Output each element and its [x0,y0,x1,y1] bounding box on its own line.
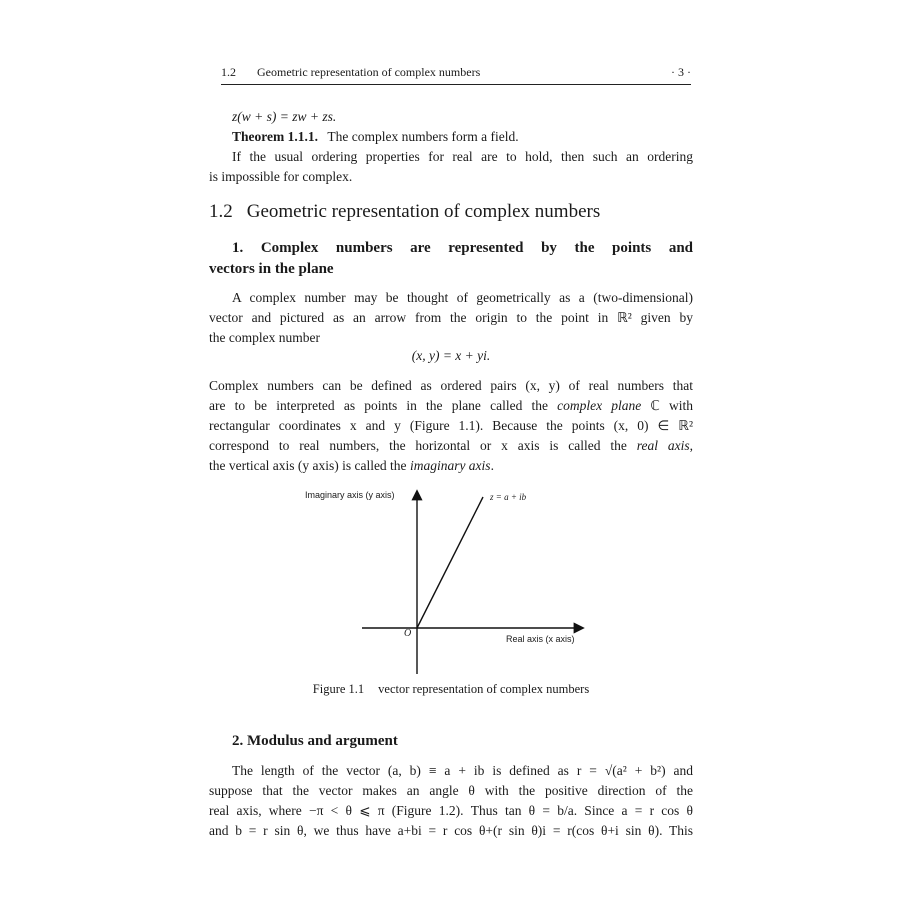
para-2-line-5-b: . [490,458,494,473]
imaginary-axis-label: Imaginary axis (y axis) [305,490,395,500]
para-2-line-2-a: are to be interpreted as points in the plane called the [209,398,558,413]
para-2-line-1: Complex numbers can be defined as ordered pairs (x, y) of real numbers that [209,378,693,393]
ordering-line-2: is impossible for complex. [209,169,353,184]
section-number: 1.2 [209,201,233,222]
subsection-2-title: 2. Modulus and argument [232,733,398,749]
origin-label: O [404,628,412,639]
para-1-line-1: A complex number may be thought of geometrically as a (two-dimensional) [232,290,693,305]
para-2-line-4 [209,436,693,456]
theorem-line [232,127,716,147]
real-axis-label: Real axis (x axis) [506,634,575,644]
subsection-1-line-1: 1. Complex numbers are represented by the points and [232,240,693,256]
point-label: z = a + ib [490,492,527,502]
para-2-line-4-a: correspond to real numbers, the horizontal or x axis is called the [209,438,637,453]
theorem-label: Theorem 1.1.1. [232,129,318,144]
figure-caption-text: vector representation of complex numbers [378,682,590,696]
para-1-line-3: the complex number [209,330,320,345]
para-2-line-2-b: ℂ with [641,398,694,413]
complex-number-equation: (x, y) = x + yi. [411,348,491,363]
subsection-1-line-2: vectors in the plane [209,261,334,277]
para-2-line-5-a: the vertical axis (y axis) is called the [209,458,410,473]
para-3-line-3: real axis, where −π < θ ⩽ π (Figure 1.2). Thus tan θ = b/a. Since a = r cos θ [209,803,693,818]
theorem-text: The complex numbers form a field. [327,129,519,144]
figure-caption-number: Figure 1.1 [312,682,365,696]
para-2-line-5 [209,456,693,476]
header-section-number: 1.2 [221,65,236,79]
header-title: Geometric representation of complex numbers [257,65,481,79]
para-1-line-2: vector and pictured as an arrow from the origin to the point in ℝ² given by [209,310,693,325]
figure-caption [209,682,693,697]
para-3-line-1: The length of the vector (a, b) ≡ a + ib is defined as r = √(a² + b²) and [232,763,693,778]
vector-line [417,497,483,628]
figure-vector-representation [300,484,600,680]
para-3-line-2: suppose that the vector makes an angle θ with the positive direction of the [209,783,693,798]
distributive-equation: z(w + s) = zw + zs. [232,109,337,124]
imaginary-axis-term: imaginary axis [409,458,491,473]
real-axis-term: real axis [636,438,690,453]
section-heading [209,201,600,223]
para-2-line-2 [209,396,693,416]
complex-plane-term: complex plane [557,398,642,413]
para-2-line-4-b: , [689,438,693,453]
ordering-line-1: If the usual ordering properties for real are to hold, then such an ordering [232,149,693,164]
para-2-line-3: rectangular coordinates x and y (Figure 1.1). Because the points (x, 0) ∈ ℝ² [209,418,693,433]
page-number: · 3 · [671,65,691,79]
running-header [221,62,691,85]
section-title: Geometric representation of complex numbers [246,201,601,222]
figure-canvas [300,484,600,680]
para-3-line-4: and b = r sin θ, we thus have a+bi = r cos θ+(r sin θ)i = r(cos θ+i sin θ). This [209,823,693,838]
